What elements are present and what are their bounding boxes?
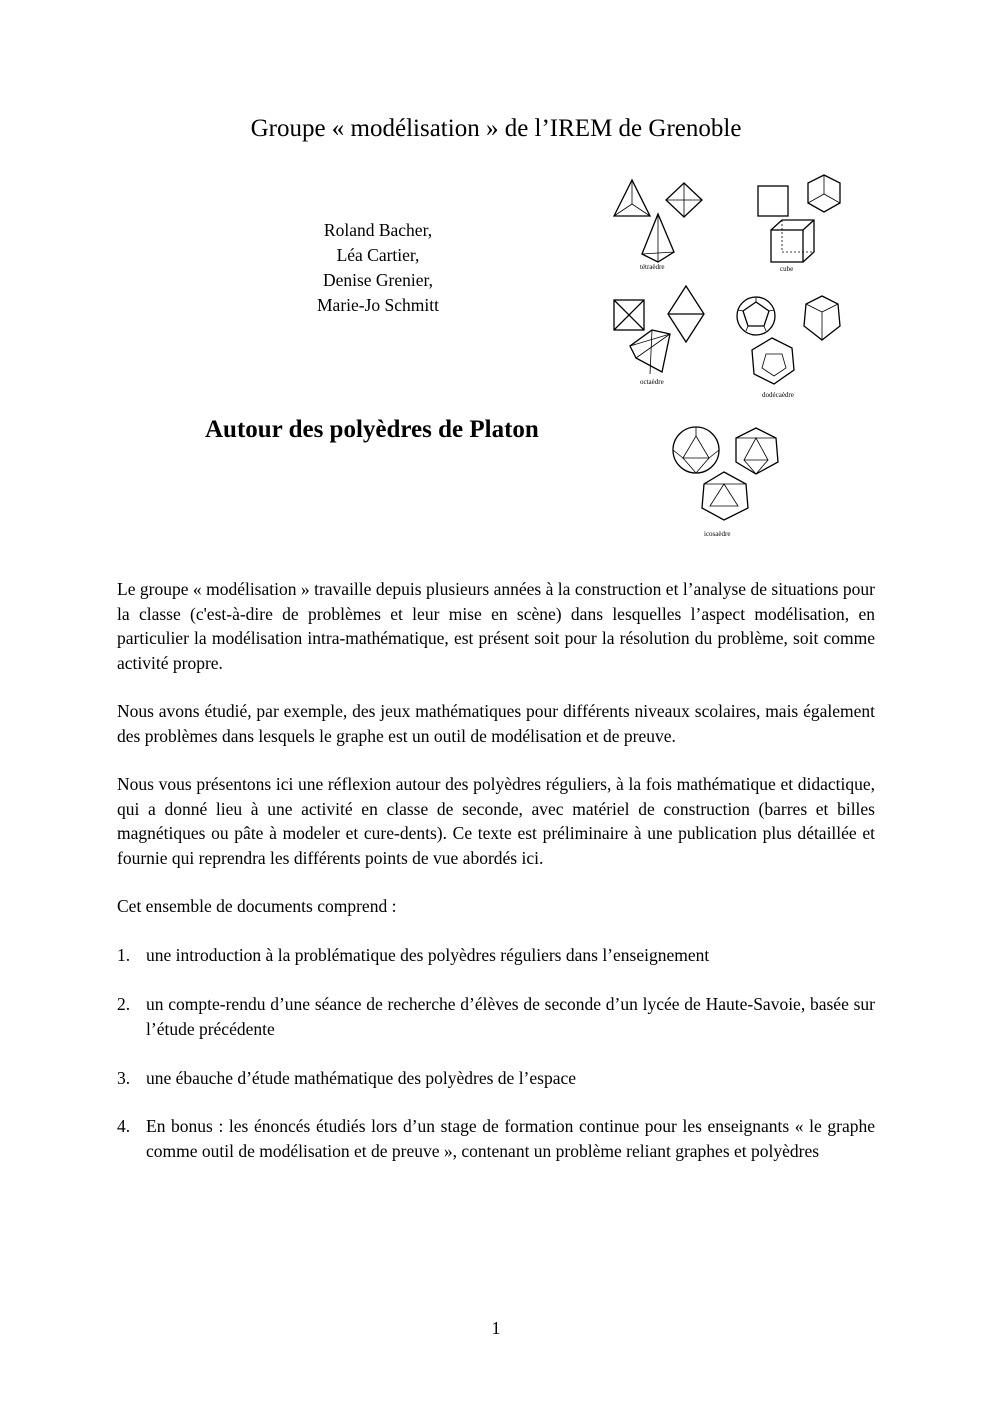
paragraph: Nous avons étudié, par exemple, des jeux mathématiques pour différents niveaux scolaires, mais également des problèmes dans lesquels le graphe est un outil de modélisation et de preuve. bbox=[117, 701, 875, 746]
cube-label: cube bbox=[780, 265, 794, 273]
list-item-number: 1. bbox=[117, 945, 131, 965]
dodecahedron-drawing bbox=[737, 296, 840, 384]
platonic-solids-figure bbox=[600, 170, 860, 545]
paragraph: Le groupe « modélisation » travaille depuis plusieurs années à la construction et l’analyse de situations pour la classe (c'est-à-dire de problèmes et leur mise en scène) dans lesquelles l’aspect modélisation, en particulier la modélisation intra-mathématique, est présent soit pour la résolution du problème, soit comme activité propre. bbox=[117, 579, 875, 673]
document-title: Groupe « modélisation » de l’IREM de Grenoble bbox=[250, 115, 742, 142]
author-name: Léa Cartier, bbox=[336, 245, 420, 265]
list-item: un compte-rendu d’une séance de recherche d’élèves de seconde d’un lycée de Haute-Savoie, basée sur l’étude précédente bbox=[146, 994, 875, 1039]
paragraph: Cet ensemble de documents comprend : bbox=[117, 896, 397, 916]
author-list bbox=[278, 218, 478, 318]
icosahedron-label: icosaèdre bbox=[704, 530, 731, 538]
octahedron-label: octaèdre bbox=[640, 378, 664, 386]
dodecahedron-label: dodécaèdre bbox=[762, 391, 794, 399]
author-name: Roland Bacher, bbox=[323, 220, 433, 240]
tetrahedron-drawing bbox=[614, 180, 702, 262]
list-item: En bonus : les énoncés étudiés lors d’un stage de formation continue pour les enseignants « le graphe comme outil de modélisation et de preuve », contenant un problème reliant graphes et polyèdres bbox=[146, 1116, 875, 1161]
author-name: Marie-Jo Schmitt bbox=[317, 295, 439, 315]
cube-drawing bbox=[758, 175, 840, 262]
tetrahedron-label: tétraèdre bbox=[640, 263, 665, 271]
list-item-number: 2. bbox=[117, 994, 131, 1014]
author-name: Denise Grenier, bbox=[322, 270, 434, 290]
page-number: 1 bbox=[491, 1318, 501, 1338]
list-item-number: 4. bbox=[117, 1116, 131, 1136]
paragraph: Nous vous présentons ici une réflexion autour des polyèdres réguliers, à la fois mathématique et didactique, qui a donné lieu à une activité en classe de seconde, avec matériel de construction (barres et billes magnétiques ou pâte à modeler et cure-dents). Ce texte est préliminaire à une publication plus détaillée et fournie qui reprendra les différents points de vue abordés ici. bbox=[117, 774, 875, 868]
list-item-number: 3. bbox=[117, 1068, 131, 1088]
main-heading: Autour des polyèdres de Platon bbox=[205, 416, 539, 443]
octahedron-drawing bbox=[614, 286, 704, 374]
icosahedron-drawing bbox=[673, 427, 778, 520]
list-item: une ébauche d’étude mathématique des polyèdres de l’espace bbox=[146, 1068, 577, 1088]
list-item: une introduction à la problématique des polyèdres réguliers dans l’enseignement bbox=[146, 945, 710, 965]
